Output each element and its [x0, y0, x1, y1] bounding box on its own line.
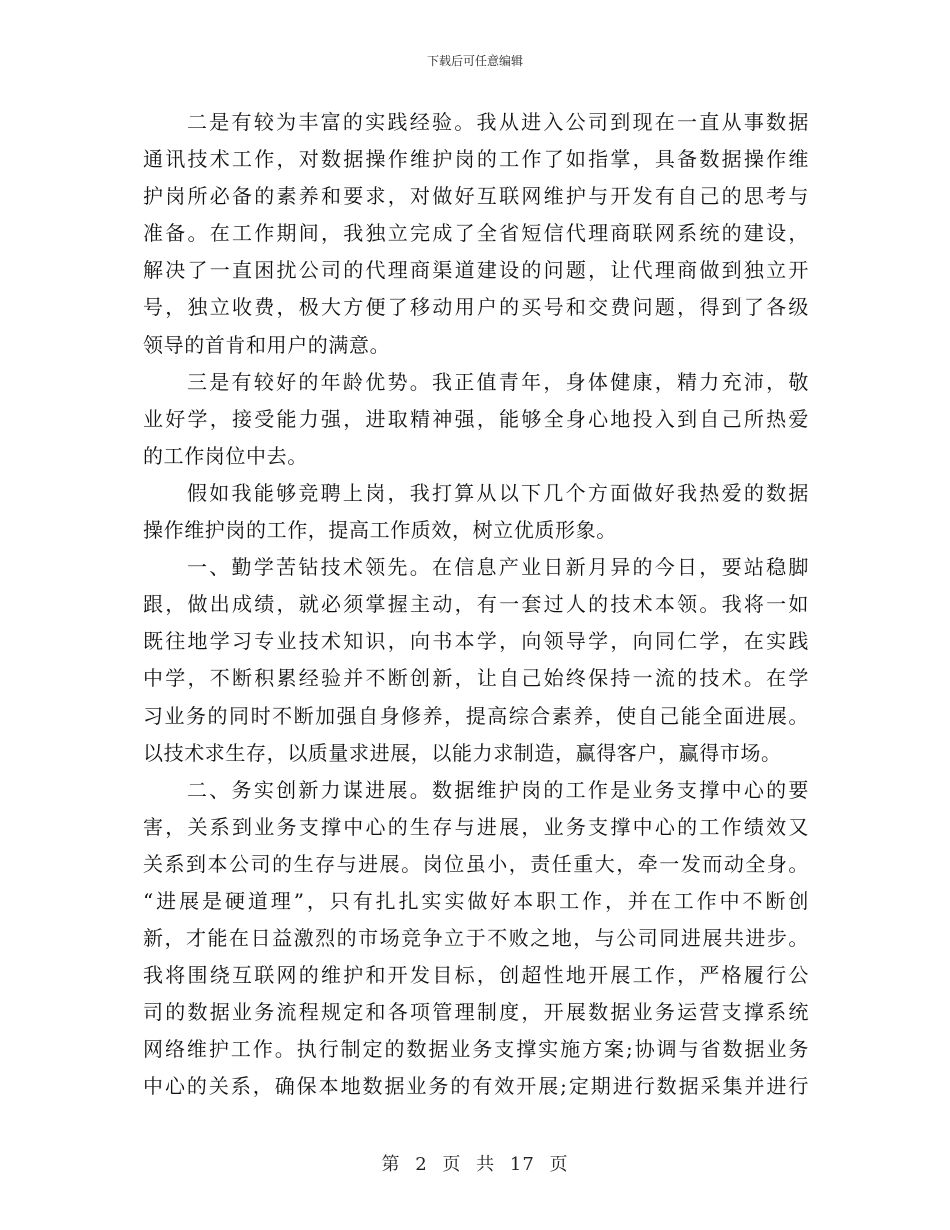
- paragraph-line: 网络维护工作。执行制定的数据业务支撑实施方案;协调与省数据业务: [143, 1037, 809, 1062]
- footer-ye2: 页: [549, 1154, 569, 1175]
- paragraph-line: 中心的关系，确保本地数据业务的有效开展;定期进行数据采集并进行: [143, 1074, 809, 1099]
- paragraph-line: 跟，做出成绩，就必须掌握主动，有一套过人的技术本领。我将一如: [143, 592, 809, 617]
- paragraph-line: 领导的首肯和用户的满意。: [143, 332, 391, 357]
- paragraph-line: 准备。在工作期间，我独立完成了全省短信代理商联网系统的建设，: [143, 221, 809, 246]
- paragraph-line: 号，独立收费，极大方便了移动用户的买号和交费问题，得到了各级: [143, 295, 809, 320]
- total-page-count: 17: [509, 1154, 535, 1175]
- paragraph-line: 司的数据业务流程规定和各项管理制度，开展数据业务运营支撑系统: [143, 1000, 809, 1025]
- paragraph-line: 我将围绕互联网的维护和开发目标，创超性地开展工作，严格履行公: [143, 963, 809, 988]
- paragraph-line: 通讯技术工作，对数据操作维护岗的工作了如指掌，具备数据操作维: [143, 147, 809, 172]
- paragraph-line: 护岗所必备的素养和要求，对做好互联网维护与开发有自己的思考与: [143, 184, 809, 209]
- paragraph-line: 中学，不断积累经验并不断创新，让自己始终保持一流的技术。在学: [143, 666, 809, 691]
- paragraph-line: 以技术求生存，以质量求进展，以能力求制造，赢得客户，赢得市场。: [143, 740, 782, 765]
- paragraph-line: 习业务的同时不断加强自身修养，提高综合素养，使自己能全面进展。: [143, 703, 809, 728]
- document-body: [143, 104, 809, 1106]
- footer-ye: 页: [442, 1154, 462, 1175]
- paragraph-line: 二、务实创新力谋进展。数据维护岗的工作是业务支撑中心的要: [187, 777, 809, 802]
- paragraph-line: 二是有较为丰富的实践经验。我从进入公司到现在一直从事数据: [187, 110, 809, 134]
- paragraph-line: 关系到本公司的生存与进展。岗位虽小，责任重大，牵一发而动全身。: [143, 851, 809, 876]
- paragraph-line: 的工作岗位中去。: [143, 443, 308, 468]
- footer-di: 第: [381, 1154, 401, 1175]
- page-header: [0, 53, 950, 69]
- page-footer: [0, 1153, 950, 1177]
- current-page-number: 2: [415, 1154, 428, 1175]
- header-note: 下载后可任意编辑: [426, 54, 523, 68]
- paragraph-line: 一、勤学苦钻技术领先。在信息产业日新月异的今日，要站稳脚: [187, 555, 809, 580]
- paragraph-line: 新，才能在日益激烈的市场竞争立于不败之地，与公司同进展共进步。: [143, 926, 809, 951]
- paragraph-line: 操作维护岗的工作，提高工作质效，树立优质形象。: [143, 518, 617, 543]
- paragraph-line: 业好学，接受能力强，进取精神强，能够全身心地投入到自己所热爱: [143, 406, 809, 431]
- paragraph-line: 三是有较好的年龄优势。我正值青年，身体健康，精力充沛，敬: [187, 369, 809, 394]
- paragraph-line: 害，关系到业务支撑中心的生存与进展，业务支撑中心的工作绩效又: [143, 814, 809, 839]
- paragraph-line: 假如我能够竞聘上岗，我打算从以下几个方面做好我热爱的数据: [187, 480, 809, 505]
- paragraph-line: 既往地学习专业技术知识，向书本学，向领导学，向同仁学，在实践: [143, 629, 809, 654]
- paragraph-line: “进展是硬道理”，只有扎扎实实做好本职工作，并在工作中不断创: [143, 888, 809, 913]
- footer-gong: 共: [476, 1154, 496, 1175]
- paragraph-line: 解决了一直困扰公司的代理商渠道建设的问题，让代理商做到独立开: [143, 258, 809, 283]
